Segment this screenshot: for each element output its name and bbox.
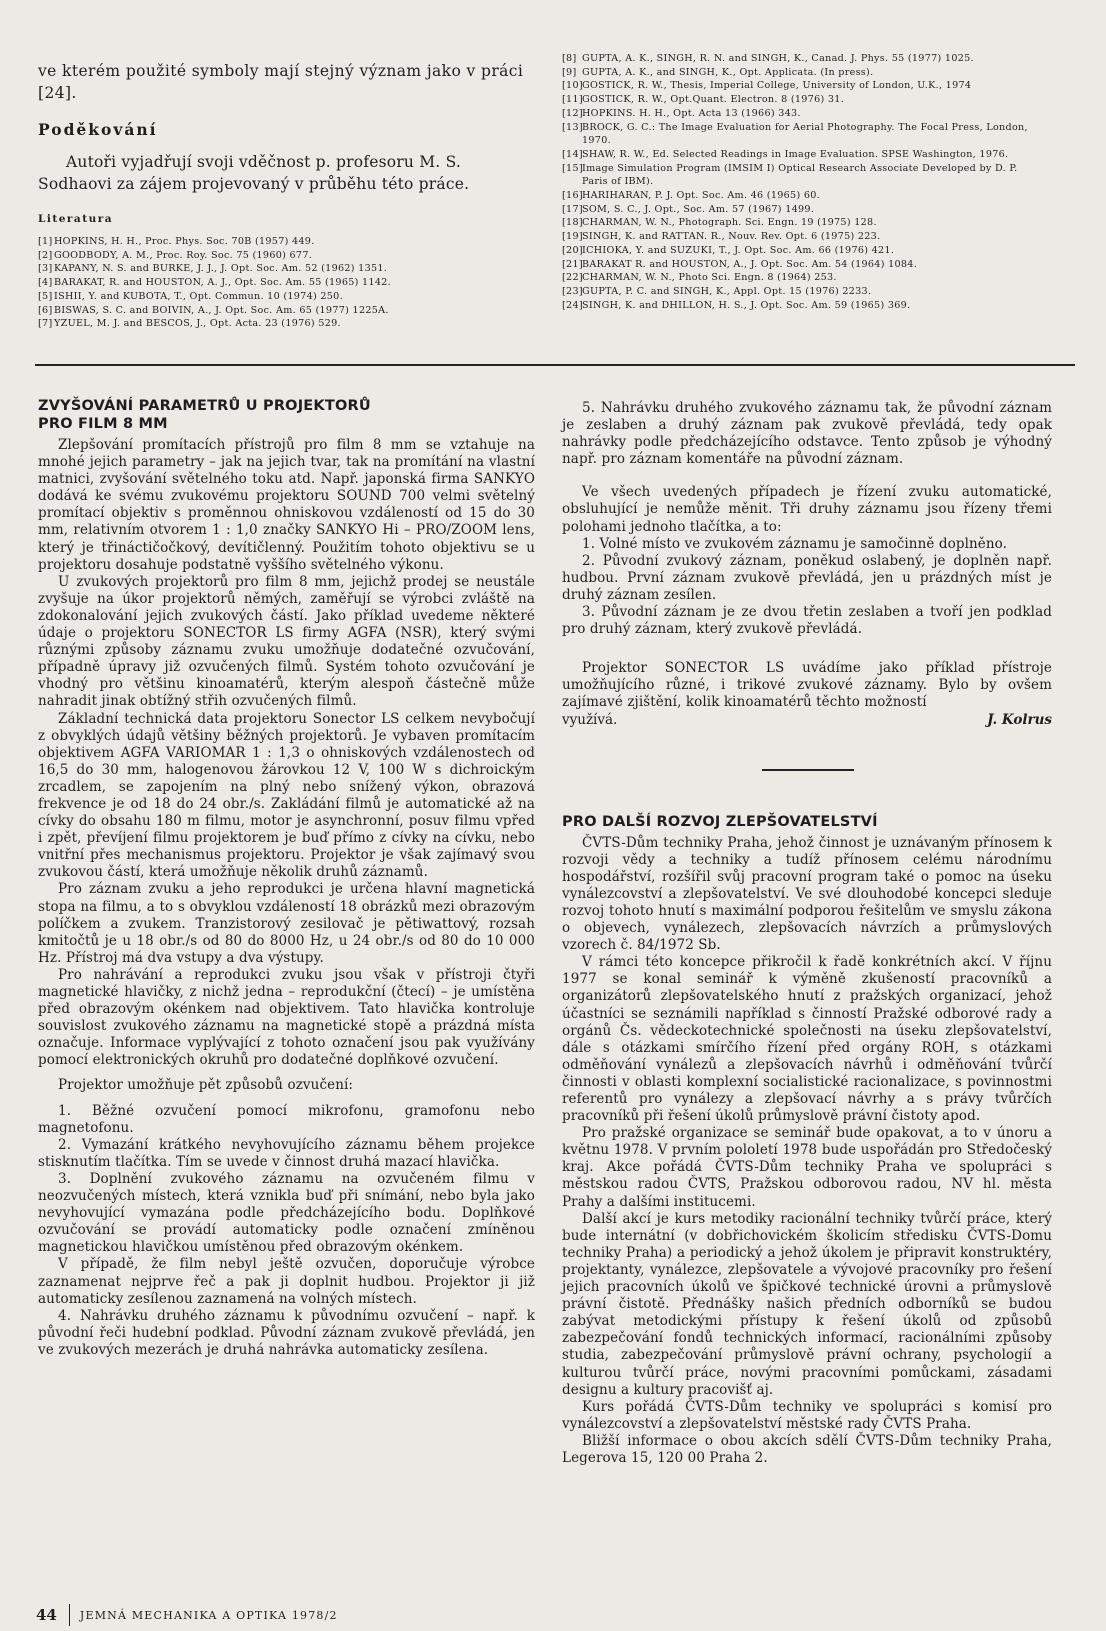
article-title — [38, 397, 535, 433]
reference-text: GOSTICK, R. W., Thesis, Imperial College, University of London, U.K., 1974 — [582, 80, 972, 92]
paragraph: 5. Nahrávku druhého zvukového záznamu tak, že původní záznam je zeslaben a druhý záznam pak zvukově převládá, tedy opak nahrávky podle předcházejícího odstavce. Tento způsob je výhodný např. pro záznam komentáře na původní záznam. — [562, 400, 1052, 468]
reference-number: [3] — [38, 263, 53, 275]
reference-number: [4] — [38, 277, 53, 289]
article-title-line: PRO FILM 8 MM — [38, 416, 168, 432]
reference-list-left — [38, 235, 533, 331]
reference-number: [15] — [562, 162, 583, 174]
reference-number: [1] — [38, 236, 53, 247]
paragraph: 1. Běžné ozvučení pomocí mikrofonu, gramofonu nebo magnetofonu. — [38, 1102, 535, 1136]
reference-number: [9] — [562, 66, 577, 78]
paragraph: 3. Doplnění zvukového záznamu na ozvučeném filmu v neozvučených místech, která vznikla buď při snímání, nebo byla jako nevyhovující vymazána podle předcházejícího bodu. Doplňkové ozvučování se provádí automaticky podle označení zmíněnou magnetickou hlavičkou umístěnou před obrazovým okénkem. — [38, 1170, 535, 1256]
closing-line — [562, 712, 1052, 729]
reference-text: GOSTICK, R. W., Opt.Quant. Electron. 8 (1976) 31. — [582, 94, 845, 106]
reference-item — [562, 148, 1040, 162]
paragraph: 3. Původní záznam je ze dvou třetin zeslaben a tvoří jen podklad pro druhý záznam, který zvukově převládá. — [562, 604, 1052, 638]
reference-number: [10] — [562, 80, 583, 92]
reference-number: [20] — [562, 244, 583, 256]
paragraph: Základní technická data projektoru Sonector LS celkem nevybočují z obvyklých údajů většiny běžných projektorů. Je vybaven promítacím objektivem AGFA VARIOMAR 1 : 1,3 o ohniskových vzdálenostech od 16,5 do 30 mm, halogenovou žárovkou 12 V, 100 W s dichroickým zrcadlem, se zapojením na plný nebo snížený výkon, obrazová frekvence je od 18 do 24 obr./s. Zakládání filmů je automatické až na cívky do obsahu 180 m filmu, motor je asynchronní, posuv filmu vpřed i zpět, převíjení filmu projektorem je buď přímo z cívky na cívku, nebo vnitřní přes mechanismus projektoru. Projektor je však zajímavý svou zvukovou částí, která umožňuje několik druhů záznamů. — [38, 710, 535, 881]
right-column — [562, 400, 1052, 1467]
paragraph: Další akcí je kurs metodiky racionální techniky tvůrčí práce, který bude internátní (v dobřichovickém školicím středisku ČVTS-Domu techniky Praha) a periodický a jehož úkolem je připravit konstruktéry, projektanty, vynálezce, zlepšovatele a vývojové pracovníky pro řešení jejich pracovních úkolů ve špičkové technické úrovni a průmyslově právní čistotě. Přednášky našich předních odborníků se budou zabývat metodickými přístupy k řešení úkolů od způsobů zabezpečování fondů technických informací, racionálními způsoby studia, zabezpečování průmyslově právní ochrany, psychologií a kulturou tvůrčí práce, novými pracovními pomůckami, zásadami designu a kultury pracovišť aj. — [562, 1210, 1052, 1398]
acknowledgement-text: Autoři vyjadřují svoji vděčnost p. profesoru M. S. Sodhaovi za zájem projevovaný v průběhu této práce. — [38, 153, 470, 193]
author-signature: J. Kolrus — [987, 711, 1052, 728]
reference-text: GUPTA, A. K., SINGH, R. N. and SINGH, K., Canad. J. Phys. 55 (1977) 1025. — [582, 53, 974, 64]
reference-text: GOODBODY, A. M., Proc. Roy. Soc. 75 (1960) 677. — [54, 249, 313, 261]
reference-item — [562, 216, 1040, 230]
reference-number: [5] — [38, 290, 53, 302]
reference-number: [6] — [38, 304, 53, 316]
paragraph: V případě, že film nebyl ještě ozvučen, doporučuje výrobce zaznamenat nejprve řeč a pak ji doplnit hudbou. Projektor ji již automaticky zesílenou zaznamená na volných místech. — [38, 1256, 535, 1307]
reference-text: GUPTA, A. K., and SINGH, K., Opt. Applicata. (In press). — [582, 66, 874, 78]
top-left-column — [38, 60, 533, 331]
page-footer — [36, 1604, 338, 1626]
reference-number: [21] — [562, 258, 583, 270]
closing-word: využívá. — [562, 711, 618, 728]
reference-item — [562, 258, 1040, 272]
reference-item — [562, 244, 1040, 258]
article-projectors-left-column — [38, 397, 535, 1359]
paragraph: 2. Vymazání krátkého nevyhovujícího záznamu během projekce stisknutím tlačítka. Tím se uvede v činnost druhá mazací hlavička. — [38, 1136, 535, 1170]
reference-item — [562, 79, 1040, 93]
paragraph: Kurs pořádá ČVTS-Dům techniky ve spolupráci s komisí pro vynálezcovství a zlepšovatelství městské rady ČVTS Praha. — [562, 1398, 1052, 1432]
reference-text: BARAKAT R. and HOUSTON, A., J. Opt. Soc. Am. 54 (1964) 1084. — [582, 258, 918, 270]
literature-heading: Literatura — [38, 213, 114, 225]
reference-number: [8] — [562, 53, 577, 64]
paragraph: Pro pražské organizace se seminář bude opakovat, a to v únoru a květnu 1978. V prvním pololetí 1978 bude uspořádán pro Středočeský kraj. Akce pořádá ČVTS-Dům techniky Praha ve spolupráci s městskou radou ČVTS, Pražskou odborovou radou, NV hl. města Prahy a dalšími institucemi. — [562, 1125, 1052, 1210]
reference-text: SINGH, K. and DHILLON, H. S., J. Opt. Soc. Am. 59 (1965) 369. — [582, 299, 911, 311]
reference-number: [13] — [562, 121, 583, 133]
paragraph: Pro nahrávání a reprodukci zvuku jsou však v přístroji čtyři magnetické hlavičky, z nichž jedna – reprodukční (čtecí) – je umístěna před obrazovým okénkem nad objektivem. Tato hlavička kontroluje souvislost zvukového záznamu na magnetické stopě a prázdná místa označuje. Informace vyplývající z tohoto označení jsou pak využívány pomocí elektronických okruhů pro dodatečné doplňkové ozvučení. — [38, 966, 535, 1069]
reference-item — [562, 203, 1040, 217]
reference-item — [562, 66, 1040, 80]
acknowledgement-heading: Poděkování — [38, 120, 158, 139]
reference-text: HARIHARAN, P. J. Opt. Soc. Am. 46 (1965) 60. — [582, 190, 821, 202]
reference-item — [562, 271, 1040, 285]
article-title: PRO DALŠÍ ROZVOJ ZLEPŠOVATELSTVÍ — [562, 813, 878, 830]
paragraph: Projektor umožňuje pět způsobů ozvučení: — [58, 1077, 354, 1094]
reference-item — [38, 317, 533, 331]
reference-number: [18] — [562, 217, 583, 229]
reference-number: [12] — [562, 107, 583, 119]
reference-text: SHAW, R. W., Ed. Selected Readings in Image Evaluation. SPSE Washington, 1976. — [582, 148, 1009, 160]
paragraph: 2. Původní zvukový záznam, poněkud oslabený, je doplněn např. hudbou. První záznam zvukově převládá, jen u prázdných míst je druhý záznam zesílen. — [562, 552, 1052, 603]
reference-number: [2] — [38, 249, 53, 261]
reference-item — [38, 304, 533, 318]
reference-text: CHARMAN, W. N., Photo Sci. Engn. 8 (1964) 253. — [582, 272, 837, 284]
reference-item — [38, 276, 533, 290]
reference-item — [38, 290, 533, 304]
reference-item — [562, 299, 1040, 313]
article-title-line: ZVYŠOVÁNÍ PARAMETRŮ U PROJEKTORŮ — [38, 398, 371, 414]
reference-list-right — [562, 52, 1040, 312]
reference-text: HOPKINS. H. H., Opt. Acta 13 (1966) 343. — [582, 107, 801, 119]
reference-text: CHARMAN, W. N., Photograph. Sci. Engn. 19 (1975) 128. — [582, 217, 877, 229]
reference-item — [562, 230, 1040, 244]
reference-text: HOPKINS, H. H., Proc. Phys. Soc. 70B (1957) 449. — [54, 236, 315, 247]
reference-item — [562, 121, 1040, 148]
reference-number: [23] — [562, 285, 583, 297]
reference-item — [562, 189, 1040, 203]
reference-number: [17] — [562, 203, 583, 215]
reference-item — [38, 262, 533, 276]
reference-number: [24] — [562, 299, 583, 311]
paragraph: 4. Nahrávku druhého záznamu k původnímu ozvučení – např. k původní řeči hudební podklad. Původní záznam zvukově převládá, jen ve zvukových mezerách je druhá nahrávka automaticky zesílena. — [38, 1307, 535, 1358]
paragraph: Projektor SONECTOR LS uvádíme jako příklad přístroje umožňujícího různé, i trikové zvukové záznamy. Bylo by ovšem zajímavé zjištění, kolik kinoamatérů těchto možností — [562, 660, 1052, 711]
paragraph: U zvukových projektorů pro film 8 mm, jejichž prodej se neustále zvyšuje na úkor projektorů němých, zaměřují se výrobci zvláště na zdokonalování jejich zvukových částí. Jako příklad uvedeme některé údaje o projektoru SONECTOR LS firmy AGFA (NSR), který svými různými způsoby záznamu zvuku umožňuje dodatečné ozvučování, případně úpravy již ozvučených filmů. Systém tohoto ozvučování je vhodný pro většinu kinoamatérů, kterým alespoň částečně může nahradit jinak obtížný střih ozvučených filmů. — [38, 573, 535, 710]
reference-text: BISWAS, S. C. and BOIVIN, A., J. Opt. Soc. Am. 65 (1977) 1225A. — [54, 304, 389, 316]
paragraph: Ve všech uvedených případech je řízení zvuku automatické, obsluhující je nemůže měnit. Tři druhy záznamu jsou řízeny třemi polohami jednoho tlačítka, a to: — [562, 484, 1052, 535]
reference-number: [11] — [562, 94, 583, 106]
article-divider — [762, 769, 854, 771]
reference-text: SINGH, K. and RATTAN. R., Nouv. Rev. Opt. 6 (1975) 223. — [582, 231, 881, 243]
reference-text: Image Simulation Program (IMSIM I) Optical Research Associate Developed by D. P. Paris of IBM). — [582, 162, 1018, 188]
paragraph: ČVTS-Dům techniky Praha, jehož činnost je uznávaným přínosem k rozvoji vědy a techniky a tudíž přínosem celému národnímu hospodářství, rozšířil svůj pracovní program také o pomoc na úseku vynálezcovství a zlepšovatelství. Ve své dlouhodobé koncepci sleduje rozvoj tohoto hnutí s maximální podporou řešitelům ve smyslu zákona o objevech, vynálezech, zlepšovacích návrzích a průmyslových vzorech č. 84/1972 Sb. — [562, 834, 1052, 954]
reference-text: YZUEL, M. J. and BESCOS, J., Opt. Acta. 23 (1976) 529. — [54, 318, 341, 330]
footer-divider — [69, 1604, 70, 1626]
reference-item — [562, 162, 1040, 189]
reference-item — [562, 52, 1040, 66]
reference-item — [562, 285, 1040, 299]
reference-number: [22] — [562, 272, 583, 284]
section-divider — [35, 364, 1075, 366]
paragraph: Bližší informace o obou akcích sdělí ČVTS-Dům techniky Praha, Legerova 15, 120 00 Praha 2. — [562, 1432, 1052, 1466]
reference-text: SOM, S. C., J. Opt., Soc. Am. 57 (1967) 1499. — [582, 203, 815, 215]
reference-number: [7] — [38, 318, 53, 330]
reference-text: KAPANY, N. S. and BURKE, J. J., J. Opt. Soc. Am. 52 (1962) 1351. — [54, 263, 388, 275]
reference-text: ISHII, Y. and KUBOTA, T., Opt. Commun. 10 (1974) 250. — [54, 290, 343, 302]
reference-text: BARAKAT, R. and HOUSTON, A. J., Opt. Soc. Am. 55 (1965) 1142. — [54, 277, 391, 289]
reference-number: [14] — [562, 148, 583, 160]
reference-item — [38, 249, 533, 263]
top-right-column — [562, 52, 1040, 312]
reference-number: [16] — [562, 190, 583, 202]
paragraph: 1. Volné místo ve zvukovém záznamu je samočinně doplněno. — [582, 535, 1008, 552]
intro-text: ve kterém použité symboly mají stejný význam jako v práci [24]. — [38, 62, 524, 102]
paragraph: Zlepšování promítacích přístrojů pro film 8 mm se vztahuje na mnohé jejich parametry – jak na jejich tvar, tak na promítání na vlastní matnici, zvyšování světelného toku atd. Např. japonská firma SANKYO dodává ke svému zvukovému projektoru SOUND 700 velmi světelný promítací objektiv s proměnnou ohniskovou vzdáleností od 15 do 30 mm, relativním otvorem 1 : 1,0 značky SANKYO Hi – PRO/ZOOM lens, který je třináctičočkový, devítičlenný. Použitím tohoto objektivu se u projektoru dosahuje podstatně vyššího světelného výkonu. — [38, 437, 535, 573]
reference-text: GUPTA, P. C. and SINGH, K., Appl. Opt. 15 (1976) 2233. — [582, 285, 872, 297]
reference-text: BROCK, G. C.: The Image Evaluation for Aerial Photography. The Focal Press, London, 1970. — [582, 121, 1028, 147]
paragraph: Pro záznam zvuku a jeho reprodukci je určena hlavní magnetická stopa na filmu, a to s obvyklou vzdáleností 18 obrázků mezi obrazovým políčkem a zvukem. Tranzistorový zesilovač je pětiwattový, rozsah kmitočtů je u 18 obr./s od 80 do 8000 Hz, u 24 obr./s od 80 do 10 000 Hz. Přístroj má dva vstupy a dva výstupy. — [38, 881, 535, 966]
reference-item — [562, 93, 1040, 107]
journal-name: JEMNÁ MECHANIKA A OPTIKA 1978/2 — [79, 1608, 338, 1622]
reference-text: ICHIOKA, Y. and SUZUKI, T., J. Opt. Soc. Am. 66 (1976) 421. — [582, 244, 895, 256]
page-number: 44 — [36, 1606, 57, 1624]
reference-item — [562, 107, 1040, 121]
reference-item — [38, 235, 533, 249]
paragraph: V rámci této koncepce přikročil k řadě konkrétních akcí. V říjnu 1977 se konal seminář k výměně zkušeností pracovníků a organizátorů zlepšovatelského hnutí z pražských organizací, jehož účastníci se seznámili například s činností Pražské odborové rady a orgánů Čs. vědeckotechnické společnosti na úseku zlepšovatelství, dále s otázkami smírčího řízení před orgány ROH, s otázkami odměňování vynálezů a zlepšovacích návrhů i odměňování tvůrčí činnosti v oblasti komplexní socialistické racionalizace, s povinnostmi referentů pro vynálezy a zlepšovací návrhy a s právy tvůrčích pracovníků při řešení úkolů průmyslově právní čistoty apod. — [562, 954, 1052, 1125]
reference-number: [19] — [562, 231, 583, 243]
